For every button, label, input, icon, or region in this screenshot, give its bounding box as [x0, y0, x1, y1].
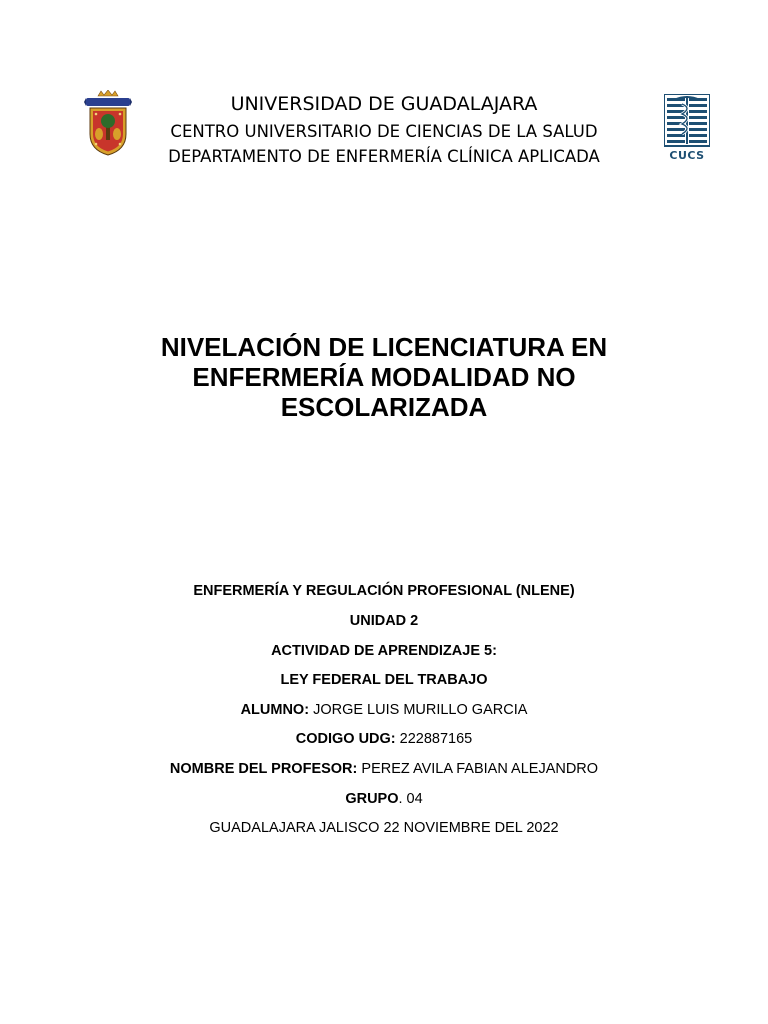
department-name: DEPARTAMENTO DE ENFERMERÍA CLÍNICA APLICADA: [168, 147, 600, 166]
professor-value: PEREZ AVILA FABIAN ALEJANDRO: [357, 761, 599, 777]
code-label: CODIGO UDG:: [295, 731, 396, 747]
code-line: [0, 731, 768, 747]
topic: [0, 672, 768, 688]
course-name-text: ENFERMERÍA Y REGULACIÓN PROFESIONAL (NLENE): [193, 583, 575, 599]
center-name: CENTRO UNIVERSITARIO DE CIENCIAS DE LA SALUD: [170, 122, 598, 141]
code-value: 222887165: [395, 731, 473, 747]
professor-line: [0, 761, 768, 777]
group-label: GRUPO: [345, 791, 399, 807]
program-title-line-3: ESCOLARIZADA: [280, 392, 488, 422]
course-name: [0, 583, 768, 599]
activity-text: ACTIVIDAD DE APRENDIZAJE 5:: [271, 643, 497, 659]
professor-label: NOMBRE DEL PROFESOR:: [169, 761, 358, 777]
student-value: JORGE LUIS MURILLO GARCIA: [309, 702, 528, 718]
program-title: [0, 332, 768, 422]
university-name: UNIVERSIDAD DE GUADALAJARA: [230, 93, 538, 115]
program-title-line-2: ENFERMERÍA MODALIDAD NO: [192, 362, 576, 392]
unit: [0, 613, 768, 629]
topic-text: LEY FEDERAL DEL TRABAJO: [280, 672, 488, 688]
cucs-logo-text: CUCS: [669, 149, 705, 162]
unit-text: UNIDAD 2: [349, 613, 419, 629]
group-value: . 04: [398, 791, 423, 807]
student-line: [0, 702, 768, 718]
program-title-line-1: NIVELACIÓN DE LICENCIATURA EN: [160, 332, 608, 362]
group-line: [0, 791, 768, 807]
student-label: ALUMNO:: [240, 702, 310, 718]
activity: [0, 643, 768, 659]
place-date: GUADALAJARA JALISCO 22 NOVIEMBRE DEL 2022: [209, 820, 559, 836]
